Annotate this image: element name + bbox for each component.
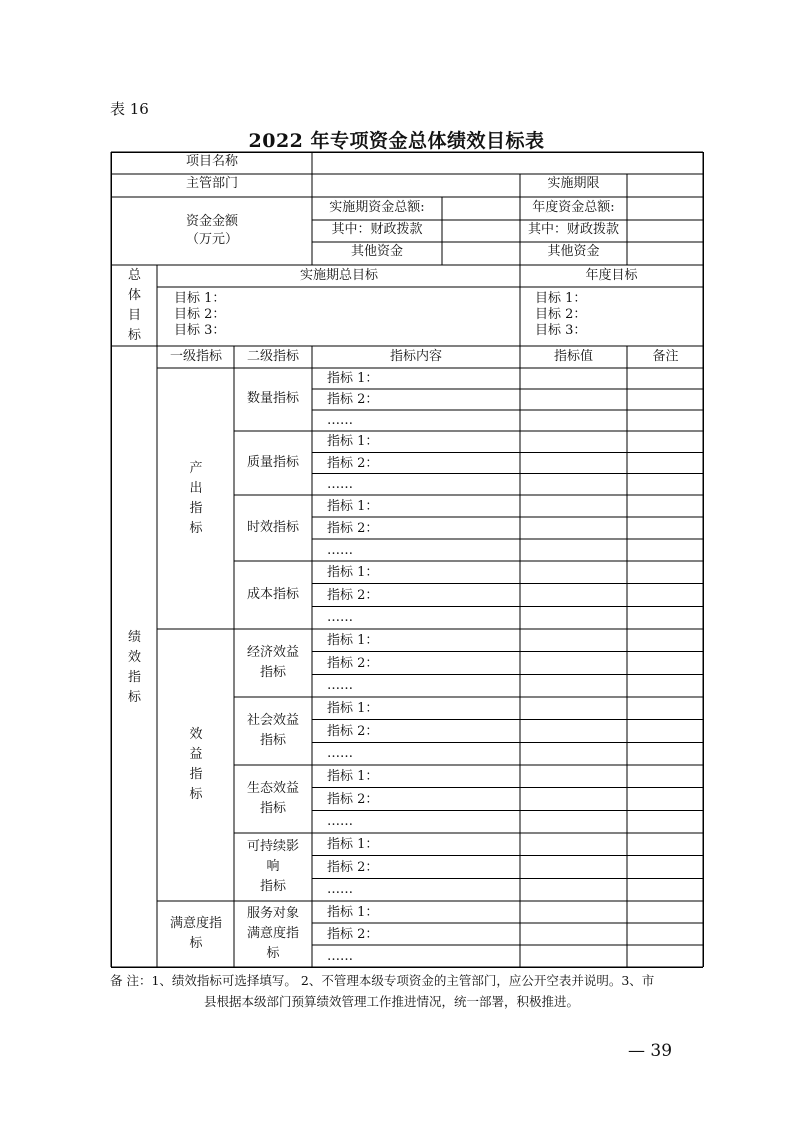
overall-char: 标 bbox=[127, 328, 141, 344]
level2-label bbox=[235, 432, 311, 494]
indicator-item: 指标 2： bbox=[327, 392, 379, 407]
indicator-item: 指标 1： bbox=[327, 498, 379, 514]
level2-label-line: 社会效益 bbox=[246, 712, 299, 728]
indicator-item: 指标 2： bbox=[327, 859, 379, 875]
level2-label-line: 响 bbox=[266, 858, 280, 874]
fiscal-right-label: 其中：财政拨款 bbox=[527, 222, 619, 237]
level2-label-line: 满意度指 bbox=[246, 925, 299, 941]
indicator-item: 指标 2： bbox=[327, 791, 379, 807]
col-level2-header: 二级指标 bbox=[246, 349, 299, 364]
perf-char: 绩 bbox=[127, 629, 141, 645]
period-goals-list bbox=[174, 291, 225, 339]
goal-item: 目标 1： bbox=[174, 291, 226, 306]
benefit-indicator-label bbox=[158, 630, 234, 900]
overall-char: 体 bbox=[127, 287, 141, 303]
perf-char: 标 bbox=[127, 690, 141, 706]
indicator-item: …… bbox=[327, 610, 353, 626]
indicator-item: 指标 2： bbox=[327, 587, 379, 603]
output-char: 标 bbox=[189, 521, 203, 537]
goal-item: 目标 1： bbox=[535, 291, 587, 306]
output-char: 产 bbox=[189, 460, 203, 476]
fund-amount-text: 资金金额 bbox=[185, 214, 238, 230]
overall-char: 目 bbox=[127, 308, 141, 323]
indicator-item: …… bbox=[327, 476, 353, 492]
fund-unit-text: （万元） bbox=[185, 232, 238, 247]
indicator-item: 指标 1： bbox=[327, 434, 379, 450]
level2-label bbox=[235, 834, 311, 900]
indicator-item: 指标 1： bbox=[327, 371, 379, 386]
indicator-item: 指标 1： bbox=[327, 564, 379, 580]
indicator-item: 指标 1： bbox=[327, 768, 379, 784]
period-label: 实施期限 bbox=[547, 176, 600, 191]
footnote-line2: 县根据本级部门预算绩效管理工作推进情况，统一部署，积极推进。 bbox=[204, 994, 580, 1009]
goal-item: 目标 2： bbox=[174, 307, 226, 322]
output-indicator-label bbox=[158, 370, 234, 628]
dept-label: 主管部门 bbox=[185, 176, 238, 191]
output-char: 出 bbox=[189, 480, 203, 496]
col-value-header: 指标值 bbox=[553, 349, 593, 364]
indicator-item: 指标 1： bbox=[327, 836, 379, 852]
satisfaction-line: 满意度指 bbox=[169, 915, 222, 931]
indicator-item: …… bbox=[327, 746, 353, 762]
col-level1-header: 一级指标 bbox=[169, 349, 222, 364]
level2-label bbox=[235, 698, 311, 764]
satisfaction-line: 标 bbox=[189, 936, 203, 951]
goal-item: 目标 3： bbox=[174, 323, 226, 338]
level2-label-line: 可持续影 bbox=[246, 838, 299, 854]
period-goal-header: 实施期总目标 bbox=[299, 268, 378, 283]
footnote-line1: 备 注：1、绩效指标可选择填写。 2、不管理本级专项资金的主管部门，应公开空表并说明。3、市 bbox=[110, 973, 655, 988]
col-content-header: 指标内容 bbox=[389, 349, 442, 364]
project-name-label: 项目名称 bbox=[185, 154, 238, 169]
indicator-item: 指标 2： bbox=[327, 655, 379, 671]
level2-label-line: 指标 bbox=[259, 665, 286, 680]
table-number: 表 16 bbox=[110, 100, 149, 118]
level2-label-line: 质量指标 bbox=[246, 454, 299, 470]
indicator-item: 指标 1： bbox=[327, 904, 379, 920]
level2-label-line: 成本指标 bbox=[246, 586, 299, 602]
other-right-label: 其他资金 bbox=[547, 244, 600, 259]
perf-char: 指 bbox=[127, 670, 141, 685]
period-total-label: 实施期资金总额: bbox=[329, 200, 425, 215]
level2-label-line: 指标 bbox=[259, 801, 286, 816]
annual-total-label: 年度资金总额: bbox=[532, 200, 615, 215]
level2-label bbox=[235, 496, 311, 560]
fiscal-left-label: 其中：财政拨款 bbox=[331, 222, 423, 237]
level2-label-line: 指标 bbox=[259, 733, 286, 748]
other-left-label: 其他资金 bbox=[350, 244, 403, 259]
indicator-item: 指标 2： bbox=[327, 455, 379, 471]
level2-label bbox=[235, 902, 311, 966]
indicator-item: …… bbox=[327, 678, 353, 694]
indicator-item: …… bbox=[327, 948, 353, 964]
level2-label-line: 数量指标 bbox=[246, 391, 299, 407]
annual-goals-list bbox=[535, 291, 586, 339]
level2-label-line: 服务对象 bbox=[246, 905, 299, 921]
level2-label-line: 标 bbox=[266, 946, 280, 962]
goal-item: 目标 2： bbox=[535, 307, 587, 322]
perf-indicator-label bbox=[112, 370, 157, 966]
indicator-item: 指标 1： bbox=[327, 632, 379, 648]
level2-label bbox=[235, 369, 311, 430]
level2-label bbox=[235, 630, 311, 696]
benefit-char: 益 bbox=[189, 746, 203, 762]
benefit-char: 效 bbox=[189, 726, 203, 742]
indicator-item: 指标 2： bbox=[327, 926, 379, 942]
level2-label-line: 时效指标 bbox=[246, 519, 299, 535]
indicator-item: 指标 1： bbox=[327, 700, 379, 716]
perf-char: 效 bbox=[127, 649, 141, 665]
output-char: 指 bbox=[189, 501, 203, 516]
page-title: 2022 年专项资金总体绩效目标表 bbox=[248, 130, 545, 152]
level2-label bbox=[235, 766, 311, 832]
indicator-item: …… bbox=[327, 413, 353, 428]
indicator-item: …… bbox=[327, 882, 353, 898]
benefit-char: 标 bbox=[189, 787, 203, 803]
indicator-item: 指标 2： bbox=[327, 520, 379, 536]
level2-label-line: 指标 bbox=[259, 879, 286, 895]
annual-goal-header: 年度目标 bbox=[585, 268, 638, 283]
overall-char: 总 bbox=[127, 267, 141, 283]
indicator-item: 指标 2： bbox=[327, 723, 379, 739]
page-number: — 39 bbox=[628, 1041, 673, 1061]
level2-label bbox=[235, 562, 311, 628]
fund-amount-label bbox=[112, 198, 312, 264]
satisfaction-indicator-label bbox=[158, 902, 234, 966]
goal-item: 目标 3： bbox=[535, 323, 587, 338]
benefit-char: 指 bbox=[189, 767, 203, 782]
col-remark-header: 备注 bbox=[652, 349, 679, 364]
level2-label-line: 生态效益 bbox=[246, 780, 299, 796]
overall-goal-label bbox=[112, 266, 157, 346]
footnote bbox=[110, 970, 700, 1012]
level2-label-line: 经济效益 bbox=[246, 644, 299, 660]
indicator-item: …… bbox=[327, 542, 353, 558]
indicator-item: …… bbox=[327, 814, 353, 830]
